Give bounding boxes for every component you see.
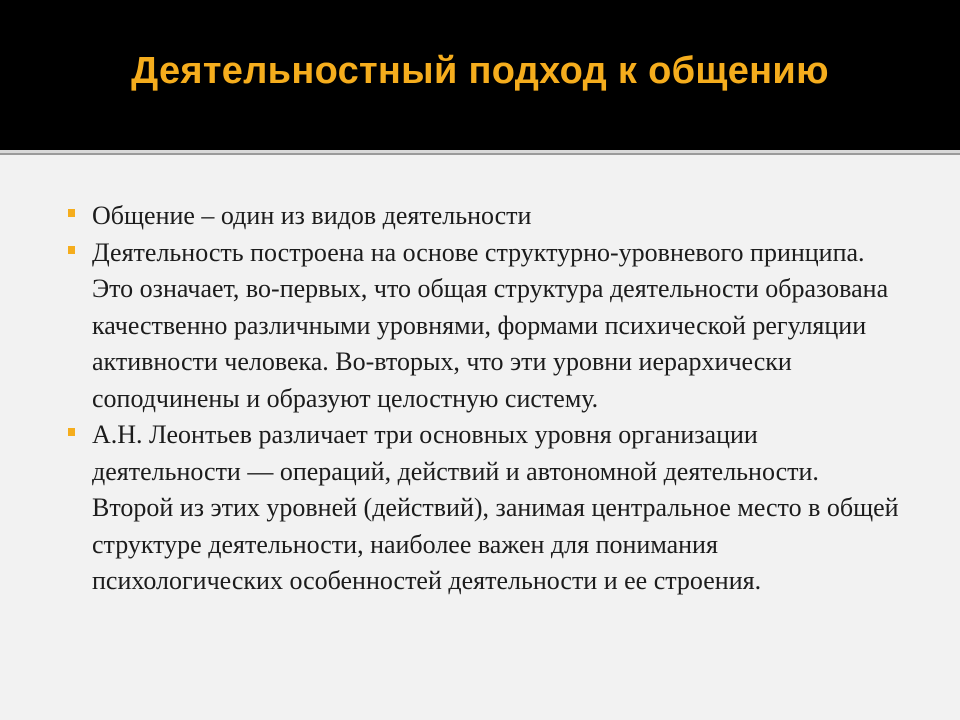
bullet-list [0,198,960,600]
bullet-item [0,198,960,235]
bullet-item [0,417,960,600]
bullet-text: Общение – один из видов деятельности [92,201,532,230]
slide-title: Деятельностный подход к общению [131,49,829,92]
bullet-text: А.Н. Леонтьев различает три основных уровня организации деятельности — операций, действий и автономной деятельности. Второй из этих уровней (действий), занимая центральное место в общей структуре деятельности, наиболее важен для понимания психологических особенностей деятельности и ее строения. [92,420,899,595]
square-bullet-icon [68,209,75,217]
title-divider-shadow [0,153,960,155]
square-bullet-icon [68,246,75,254]
bullet-item [0,235,960,418]
square-bullet-icon [68,428,75,436]
bullet-text: Деятельность построена на основе структурно-уровневого принципа. Это означает, во-первых, что общая структура деятельности образована качественно различными уровнями, формами психической регуляции активности человека. Во-вторых, что эти уровни иерархически соподчинены и образуют целостную систему. [92,237,889,413]
